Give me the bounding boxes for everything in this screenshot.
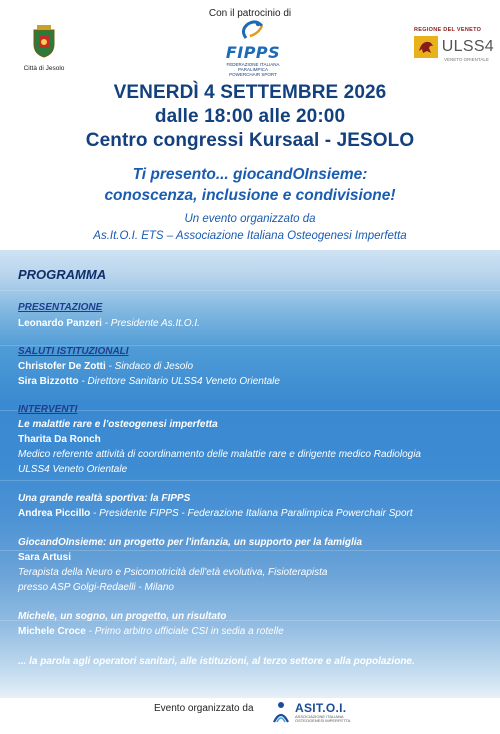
tagline-line2: conoscenza, inclusione e condivisione!: [104, 187, 396, 204]
speaker-role: ULSS4 Veneto Orientale: [18, 464, 128, 475]
speaker-name: Christofer De Zotti: [18, 361, 106, 372]
ulss-region: REGIONE DEL VENETO: [414, 27, 482, 33]
event-venue: Centro congressi Kursaal - JESOLO: [85, 130, 415, 151]
talk4-speaker: [18, 626, 284, 637]
speaker-role: - Primo arbitro ufficiale CSI in sedia a rotelle: [85, 626, 284, 637]
footer-organizer-label: Evento organizzato da: [154, 703, 254, 714]
speaker-name: Sara Artusi: [18, 552, 71, 563]
event-date: VENERDÌ 4 SETTEMBRE 2026: [113, 82, 387, 103]
saluti-line-2: [18, 376, 280, 387]
asitoi-sub2: OSTEOGENESI IMPERFETTA: [295, 718, 351, 723]
talk1-desc1: [18, 449, 421, 460]
speaker-name: Sira Bizzotto: [18, 376, 79, 387]
fipps-emblem-icon: [236, 20, 270, 40]
header: [0, 0, 500, 250]
asitoi-emblem-icon: [270, 700, 292, 724]
speaker-role: - Presidente FIPPS - Federazione Italiana Paralimpica Powerchair Sport: [90, 508, 413, 519]
ulss-wordmark: ULSS4: [441, 38, 494, 55]
speaker-name: Tharita Da Ronch: [18, 434, 101, 445]
presentazione-line: [18, 318, 200, 329]
speaker-role: - Sindaco di Jesolo: [105, 361, 194, 372]
speaker-role: - Direttore Sanitario ULSS4 Veneto Orientale: [78, 376, 280, 387]
closing-note: ... la parola agli operatori sanitari, alle istituzioni, al terzo settore e alla popolazione.: [18, 656, 415, 667]
city-label: Città di Jesolo: [23, 65, 65, 72]
event-time: dalle 18:00 alle 20:00: [154, 106, 346, 127]
talk1-title: Le malattie rare e l'osteogenesi imperfetta: [18, 419, 218, 430]
presentazione-heading: PRESENTAZIONE: [18, 302, 103, 313]
talk3-desc2: [18, 582, 174, 593]
fipps-sub2: PARALIMPICA: [238, 67, 268, 72]
talk3-speaker: [18, 552, 71, 563]
saluti-line-1: [18, 361, 193, 372]
talk1-desc2: [18, 464, 127, 475]
talk2-title: Una grande realtà sportiva: la FIPPS: [18, 493, 191, 504]
ulss-logo: [414, 27, 494, 62]
tagline-line1: Ti presento... giocandOInsieme:: [132, 166, 368, 183]
fipps-logo: [213, 20, 293, 77]
asitoi-logo: [270, 700, 350, 724]
patrocinio-label: Con il patrocinio di: [208, 8, 292, 19]
asitoi-wordmark: ASIT.O.I.: [295, 700, 347, 715]
talk1-speaker: [18, 434, 101, 445]
fipps-sub3: POWERCHAIR SPORT: [229, 72, 277, 77]
veneto-lion-icon: [414, 36, 438, 58]
organizer-intro: Un evento organizzato da: [184, 213, 316, 225]
fipps-wordmark: FIPPS: [225, 43, 281, 62]
jesolo-logo: [14, 24, 74, 72]
talk2-speaker: [18, 508, 413, 519]
asitoi-sub1: ASSOCIAZIONE ITALIANA: [295, 713, 344, 719]
speaker-role: Terapista della Neuro e Psicomotricità dell'età evolutiva, Fisioterapista: [18, 567, 328, 578]
speaker-name: Leonardo Panzeri: [18, 318, 102, 329]
organizer-name: As.It.O.I. ETS – Associazione Italiana Osteogenesi Imperfetta: [93, 230, 407, 242]
speaker-name: Michele Croce: [18, 626, 86, 637]
programma-title: PROGRAMMA: [18, 267, 107, 282]
jesolo-crest-icon: [29, 24, 59, 58]
speaker-role: presso ASP Golgi-Redaelli - Milano: [18, 582, 174, 593]
saluti-heading: SALUTI ISTITUZIONALI: [18, 346, 129, 357]
talk3-title: GiocandOInsieme: un progetto per l'infanzia, un supporto per la famiglia: [18, 537, 363, 548]
talk4-title: Michele, un sogno, un progetto, un risultato: [18, 611, 227, 622]
speaker-name: Andrea Piccillo: [18, 508, 91, 519]
fipps-sub1: FEDERAZIONE ITALIANA: [226, 62, 280, 67]
speaker-role: - Presidente As.It.O.I.: [101, 318, 200, 329]
talk3-desc1: [18, 567, 327, 578]
speaker-role: Medico referente attività di coordinamento delle malattie rare e dirigente medico Radiologia: [18, 449, 421, 460]
ulss-sub: VENETO ORIENTALE: [444, 57, 489, 62]
interventi-heading: INTERVENTI: [18, 404, 78, 415]
